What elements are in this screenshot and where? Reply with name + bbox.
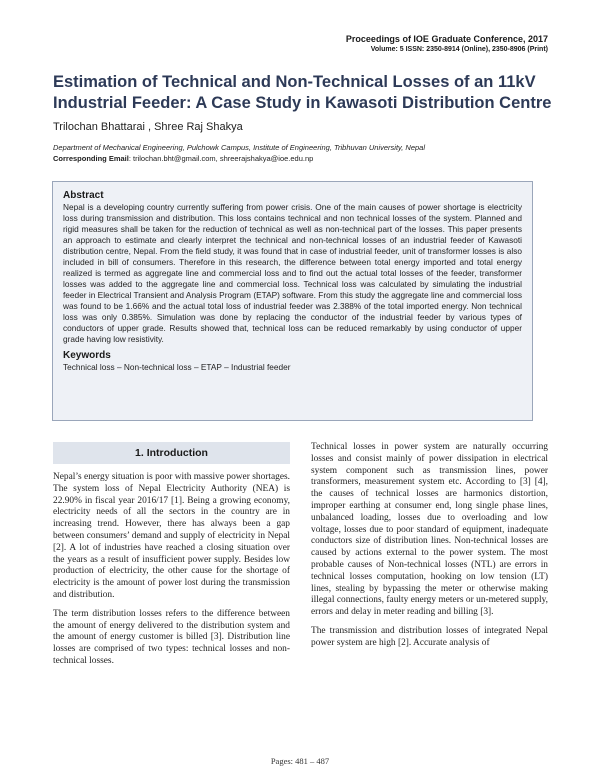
conference-name: Proceedings of IOE Graduate Conference, 2017: [345, 34, 548, 44]
page-numbers: Pages: 481 – 487: [270, 756, 330, 766]
left-column: [53, 442, 290, 675]
abstract-heading: Abstract: [63, 190, 104, 201]
corresponding-label: Corresponding Email: [53, 154, 129, 163]
paragraph: Technical losses in power system are naturally occurring losses and consist mainly of power dissipation in electrical system component such as transmission lines, power transformers, measurement system etc. According to [3] [4], the causes of technical losses are harmonics distortion, improper earthing at consumer end, long single phase lines, unbalanced loading, losses due to overloading and low voltage, losses due to poor standard of equipment, inadequate conductors size of distribution lines. Non-technical losses are caused by actions external to the power system. The most probable causes of Non-technical losses (NTL) are errors in technical losses computation, hooking on low tension (LT) lines, stealing by bypassing the meter or otherwise making illegal connections, faulty energy meters or un-metered supply, errors and delay in meter reading and billing [3].: [311, 442, 548, 618]
corresponding-emails: : trilochan.bht@gmail.com, shreerajshakya@ioe.edu.np: [128, 154, 314, 163]
journal-header: [346, 34, 548, 54]
right-column: [311, 442, 548, 657]
paragraph: The transmission and distribution losses of integrated Nepal power system are high [2]. Accurate analysis of: [311, 625, 548, 648]
keywords-text: Technical loss – Non-technical loss – ETAP – Industrial feeder: [63, 362, 291, 372]
authors: Trilochan Bhattarai , Shree Raj Shakya: [53, 121, 243, 133]
paragraph: Nepal’s energy situation is poor with massive power shortages. The system loss of Nepal Electricity Authority (NEA) is 22.90% in fiscal year 2016/17 [1]. Being a growing economy, electricity needs of all the sectors in the country are in increasing trend. However, there has always been a gap between consumers’ demand and supply of electricity in Nepal [2]. A lot of industries have reached a closing situation over the years as a result of insufficient power supply. Besides low production of electricity, the other cause for the shortage of electricity is the amount of power lost during the transmission and distribution.: [53, 472, 290, 600]
keywords-heading: Keywords: [63, 350, 111, 361]
abstract-text: Nepal is a developing country currently suffering from power crisis. One of the main causes of power shortage is electricity loss during transmission and distribution. This loss contains technical and non technical losses of the system. Planned and rigid measures shall be taken for the reduction of technical as well as non-technical part of the losses. This paper presents an approach to estimate and clearly interpret the technical and non-technical losses of an industrial feeder of Kawasoti distribution centre, Nepal. From the field study, it was found that in case of industrial feeder, unit of transformer losses is also included in bill of consumers. Therefore in this research, the difference between total energy imported and total energy realized is termed as aggregate line and commercial loss and to find out the actual total losses of the feeder, transformer losses was added to the aggregate line and commercial loss. Technical loss was calculated by simulating the industrial feeder in Electrical Transient and Analysis Program (ETAP) software. From this study the aggregate line and commercial loss was found to be 1.66% and the actual total loss of industrial feeder was 2.388% of the total imported energy. Non technical loss was only 0.385%. Simulation was done by replacing the conductor of the industrial feeder by various types of conductors of upper grade. Results showed that, technical loss can be reduced remarkably by using conductor of upper grade having low resistivity.: [63, 202, 522, 344]
volume-issn: Volume: 5 ISSN: 2350-8914 (Online), 2350-8906 (Print): [370, 46, 548, 53]
section-heading-introduction: 1. Introduction: [53, 442, 290, 464]
paper-title: Estimation of Technical and Non-Technical Losses of an 11kV Industrial Feeder: A Case Study in Kawasoti Distribution Centre: [53, 73, 552, 112]
paragraph: The term distribution losses refers to the difference between the amount of energy delivered to the distribution system and the amount of energy customer is billed [3]. Distribution line losses are comprised of two types: technical losses and non-technical losses.: [53, 608, 290, 666]
corresponding-email: [53, 154, 313, 164]
abstract-box: [52, 181, 533, 421]
affiliation: Department of Mechanical Engineering, Pulchowk Campus, Institute of Engineering, Tribhuvan University, Nepal: [53, 143, 425, 152]
